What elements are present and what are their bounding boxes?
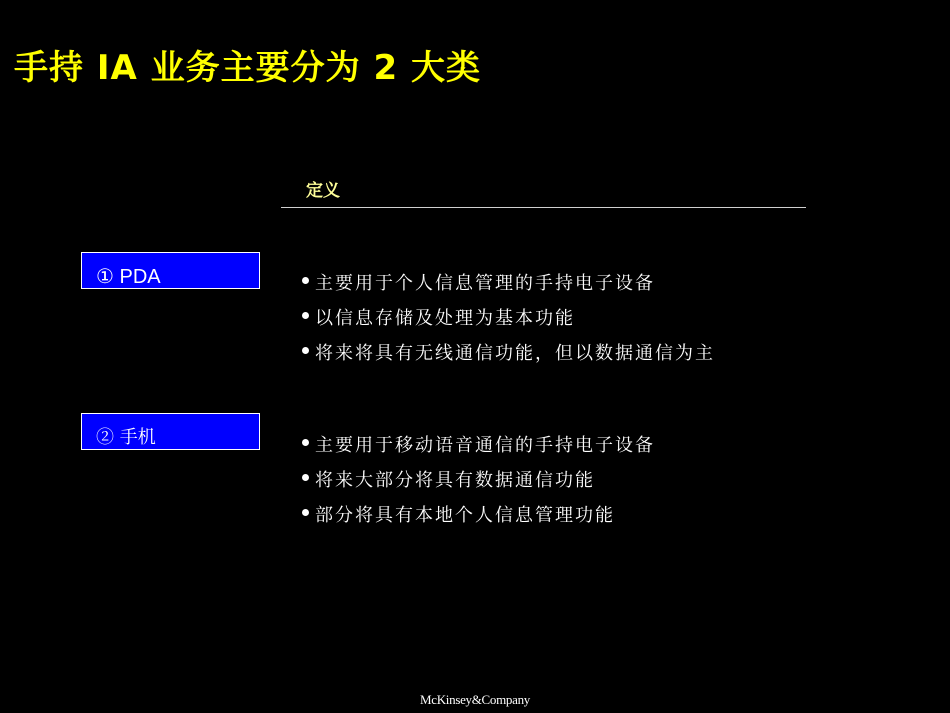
bullet-text: 主要用于移动语音通信的手持电子设备 <box>315 435 655 456</box>
category-box-phone: ② 手机 <box>81 413 260 450</box>
bullet-dot-icon <box>302 439 309 446</box>
definition-header: 定义 <box>306 181 340 201</box>
list-item <box>302 428 655 463</box>
list-item <box>302 301 715 336</box>
bullet-text: 主要用于个人信息管理的手持电子设备 <box>315 273 655 294</box>
bullet-text: 部分将具有本地个人信息管理功能 <box>315 505 615 526</box>
list-item <box>302 336 715 371</box>
bullet-dot-icon <box>302 277 309 284</box>
list-item <box>302 266 715 301</box>
bullet-dot-icon <box>302 509 309 516</box>
definition-divider <box>281 207 806 208</box>
bullet-text: 将来大部分将具有数据通信功能 <box>315 470 595 491</box>
bullet-dot-icon <box>302 312 309 319</box>
list-item <box>302 498 655 533</box>
pda-definition-list <box>302 266 715 371</box>
mckinsey-logo: McKinsey&Company <box>419 692 531 707</box>
slide-title: 手持 IA 业务主要分为 2 大类 <box>14 48 481 88</box>
phone-definition-list <box>302 428 655 533</box>
bullet-dot-icon <box>302 474 309 481</box>
bullet-dot-icon <box>302 347 309 354</box>
category-box-pda: ① PDA <box>81 252 260 289</box>
list-item <box>302 463 655 498</box>
bullet-text: 将来将具有无线通信功能，但以数据通信为主 <box>315 343 715 364</box>
bullet-text: 以信息存储及处理为基本功能 <box>315 308 575 329</box>
